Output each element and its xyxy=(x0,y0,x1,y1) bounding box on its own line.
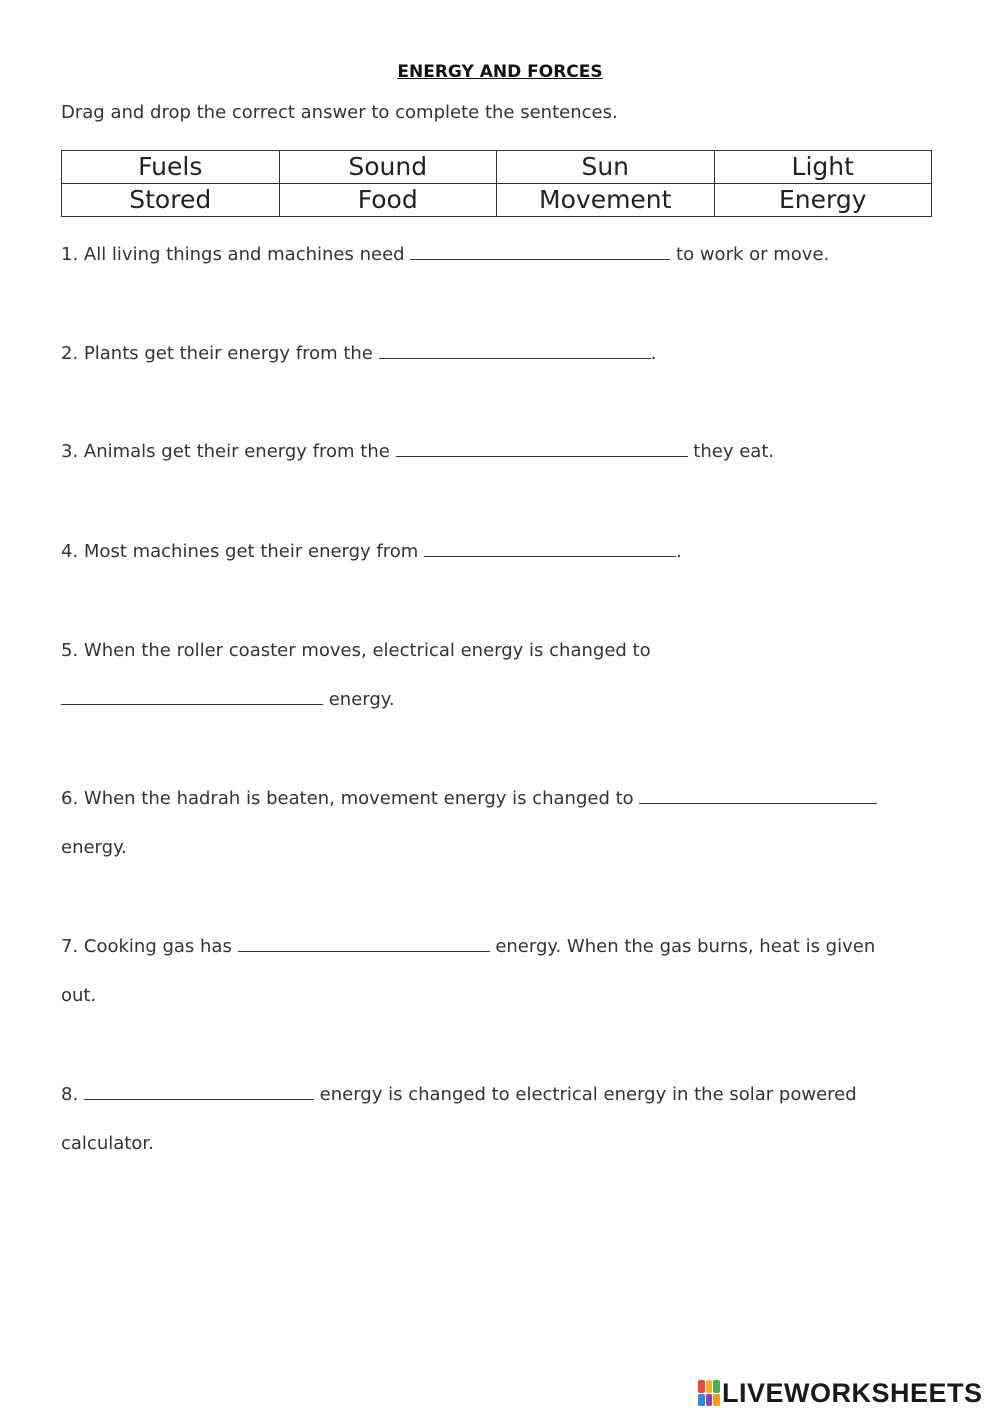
question-1 xyxy=(61,244,829,265)
question-2 xyxy=(61,343,656,364)
question-4-text-end: . xyxy=(676,541,682,562)
word-bank-row xyxy=(62,151,932,184)
question-8-text-end: calculator. xyxy=(61,1133,154,1154)
word-option-energy[interactable]: Energy xyxy=(714,184,932,217)
instructions: Drag and drop the correct answer to complete the sentences. xyxy=(61,102,618,123)
word-option-movement[interactable]: Movement xyxy=(497,184,715,217)
logo-block xyxy=(698,1380,705,1393)
answer-blank-5[interactable] xyxy=(61,690,323,705)
answer-blank-1[interactable] xyxy=(410,245,670,260)
answer-blank-8[interactable] xyxy=(84,1085,314,1100)
question-5-text: 5. When the roller coaster moves, electrical energy is changed to xyxy=(61,640,651,661)
question-7-text: 7. Cooking gas has xyxy=(61,936,232,957)
question-7-continued xyxy=(61,985,96,1006)
question-1-text-end: to work or move. xyxy=(676,244,830,265)
question-5-text-end: energy. xyxy=(328,689,395,710)
liveworksheets-logo xyxy=(698,1378,983,1408)
question-6-continued xyxy=(61,837,127,858)
question-7-text-mid: energy. When the gas burns, heat is given xyxy=(495,936,876,957)
question-7-text-end: out. xyxy=(61,985,97,1006)
logo-block xyxy=(713,1380,720,1393)
answer-blank-3[interactable] xyxy=(396,442,688,457)
word-option-fuels[interactable]: Fuels xyxy=(62,151,280,184)
question-3-text: 3. Animals get their energy from the xyxy=(61,441,390,462)
question-3 xyxy=(61,441,774,462)
question-6-text-end: energy. xyxy=(61,837,127,858)
word-option-food[interactable]: Food xyxy=(279,184,497,217)
question-8 xyxy=(61,1084,857,1105)
question-2-text-end: . xyxy=(650,343,657,364)
logo-block xyxy=(713,1394,720,1407)
question-5 xyxy=(61,640,651,661)
answer-blank-4[interactable] xyxy=(424,542,676,557)
question-4-text: 4. Most machines get their energy from xyxy=(61,541,419,562)
question-8-number: 8. xyxy=(61,1084,79,1105)
word-option-stored[interactable]: Stored xyxy=(62,184,280,217)
question-8-text: energy is changed to electrical energy in the solar powered xyxy=(319,1084,857,1105)
question-3-text-end: they eat. xyxy=(693,441,775,462)
word-option-sun[interactable]: Sun xyxy=(497,151,715,184)
logo-block xyxy=(706,1380,713,1393)
question-6 xyxy=(61,788,877,809)
logo-text: LIVEWORKSHEETS xyxy=(722,1377,983,1408)
logo-block xyxy=(698,1394,705,1407)
word-option-light[interactable]: Light xyxy=(714,151,932,184)
question-5-continued xyxy=(61,689,395,710)
logo-mark-icon xyxy=(698,1380,720,1406)
question-1-text: 1. All living things and machines need xyxy=(61,244,405,265)
answer-blank-6[interactable] xyxy=(639,789,877,804)
worksheet-title: ENERGY AND FORCES xyxy=(397,62,603,82)
question-8-continued xyxy=(61,1133,154,1154)
question-7 xyxy=(61,936,875,957)
word-bank-row xyxy=(62,184,932,217)
question-4 xyxy=(61,541,682,562)
answer-blank-2[interactable] xyxy=(379,344,651,359)
question-2-text: 2. Plants get their energy from the xyxy=(61,343,373,364)
logo-block xyxy=(706,1394,713,1407)
answer-blank-7[interactable] xyxy=(238,937,490,952)
question-6-text: 6. When the hadrah is beaten, movement energy is changed to xyxy=(61,788,634,809)
word-bank xyxy=(61,150,932,217)
word-option-sound[interactable]: Sound xyxy=(279,151,497,184)
